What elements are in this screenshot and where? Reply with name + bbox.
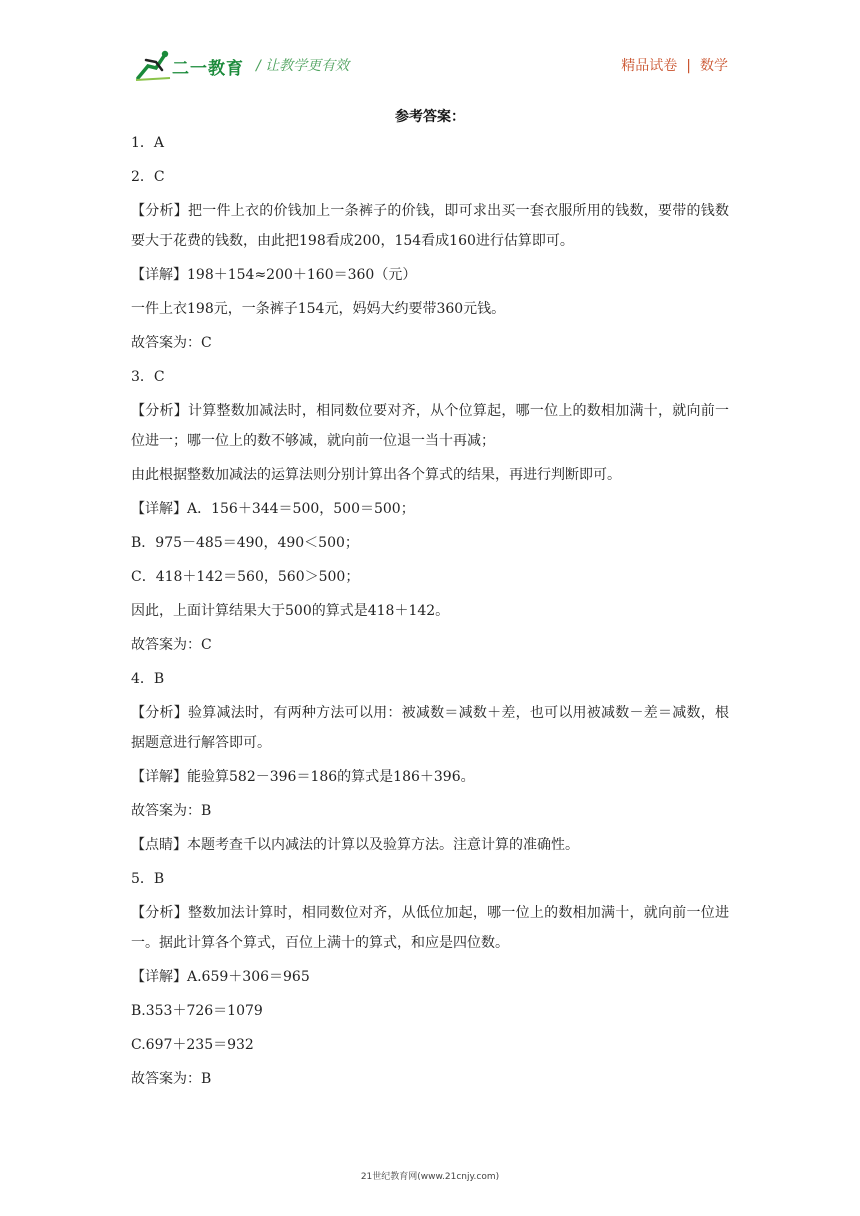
answer-line: 故答案为：B [131, 1071, 212, 1087]
answer-line: C.697＋235＝932 [131, 1037, 254, 1053]
answer-line: 3．C [131, 369, 165, 385]
logo [134, 48, 246, 82]
answer-line: 因此，上面计算结果大于500的算式是418＋142。 [131, 603, 450, 619]
logo-text: 二一教育 [172, 59, 244, 79]
header-labels [621, 55, 728, 75]
answer-line: 【详解】198＋154≈200＋160＝360（元） [131, 267, 417, 283]
answer-line: 故答案为：B [131, 803, 212, 819]
answer-line: 【分析】验算减法时，有两种方法可以用：被减数＝减数＋差，也可以用被减数－差＝减数，根据题意进行解答即可。 [131, 705, 729, 751]
slogan: / 让教学更有效 [256, 58, 350, 74]
answer-line: 1．A [131, 135, 165, 151]
answer-line: B.353＋726＝1079 [131, 1003, 263, 1019]
answer-line: C．418＋142＝560，560＞500； [131, 569, 360, 585]
header-separator: | [686, 58, 691, 74]
answer-line: 【分析】计算整数加减法时，相同数位要对齐，从个位算起，哪一位上的数相加满十，就向前一位进一；哪一位上的数不够减，就向前一位退一当十再减； [131, 403, 729, 449]
header-label-right: 数学 [700, 58, 728, 74]
runner-logo-icon [134, 48, 174, 82]
answer-line: 由此根据整数加减法的运算法则分别计算出各个算式的结果，再进行判断即可。 [131, 467, 621, 483]
answer-line: 2．C [131, 169, 165, 185]
answer-content [131, 128, 729, 1098]
answer-line: 【点睛】本题考查千以内减法的计算以及验算方法。注意计算的准确性。 [131, 837, 579, 853]
answer-line: 【详解】A．156＋344＝500，500＝500； [131, 501, 415, 517]
answer-line: 故答案为：C [131, 637, 212, 653]
answer-line: 【详解】能验算582－396＝186的算式是186＋396。 [131, 769, 475, 785]
page-header [0, 0, 860, 100]
page-title: 参考答案： [395, 109, 465, 125]
answer-line: 【分析】整数加法计算时，相同数位对齐，从低位加起，哪一位上的数相加满十，就向前一位进一。据此计算各个算式，百位上满十的算式，和应是四位数。 [131, 905, 729, 951]
answer-line: 一件上衣198元，一条裤子154元，妈妈大约要带360元钱。 [131, 301, 506, 317]
answer-line: B．975－485＝490，490＜500； [131, 535, 359, 551]
answer-line: 【详解】A.659＋306＝965 [131, 969, 310, 985]
answer-line: 故答案为：C [131, 335, 212, 351]
answer-line: 【分析】把一件上衣的价钱加上一条裤子的价钱，即可求出买一套衣服所用的钱数，要带的钱数要大于花费的钱数，由此把198看成200，154看成160进行估算即可。 [131, 203, 729, 249]
page-footer: 21世纪教育网(www.21cnjy.com) [360, 1172, 500, 1182]
header-label-left: 精品试卷 [621, 58, 678, 74]
answer-line: 4．B [131, 671, 165, 687]
answer-line: 5．B [131, 871, 165, 887]
